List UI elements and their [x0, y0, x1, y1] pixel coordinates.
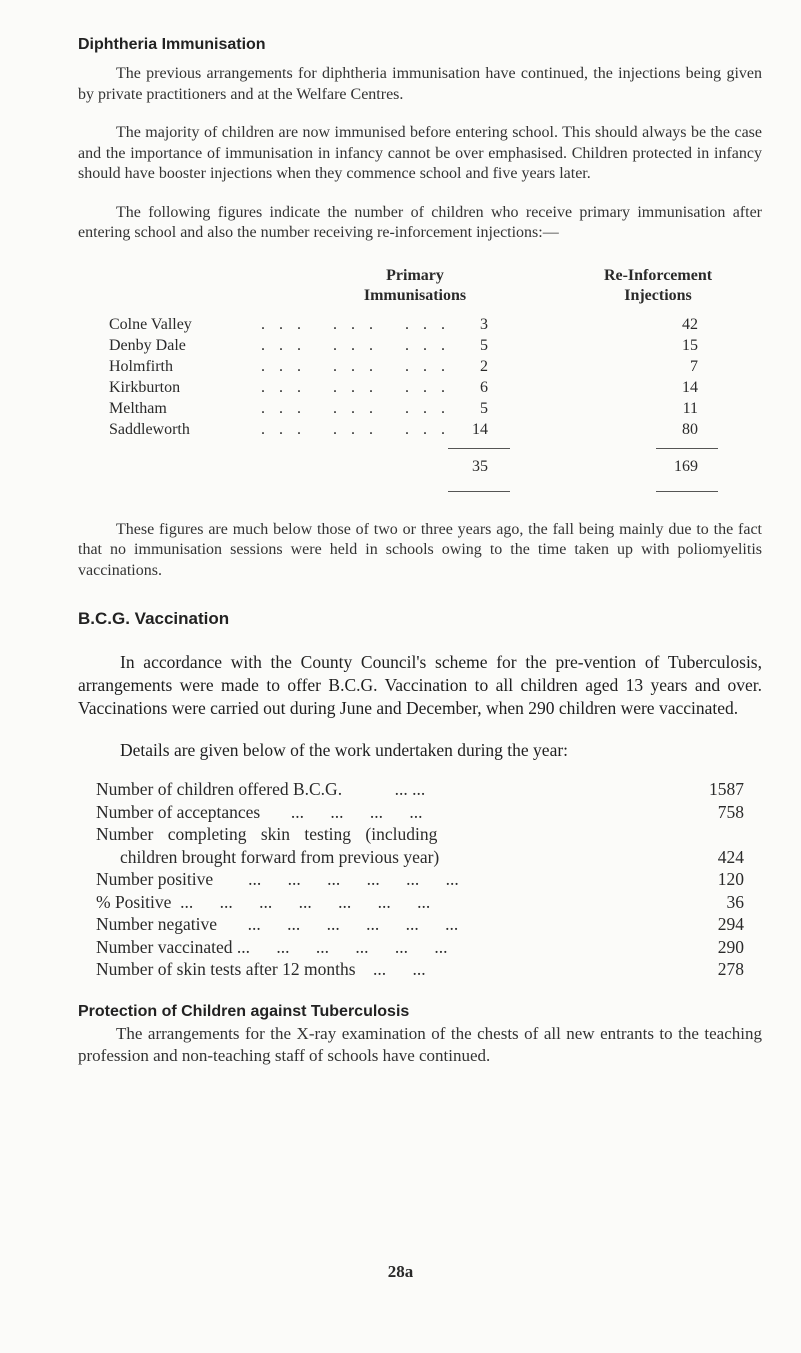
bcg-details-table — [96, 778, 744, 981]
table-row: % Positive ... ... ... ... ... ... ... 36 — [96, 891, 744, 912]
table-row: Colne Valley ... ... ... 3 42 — [109, 315, 698, 333]
immunisation-table — [78, 266, 762, 514]
table-row: Number of skin tests after 12 months ... ... 278 — [96, 959, 744, 979]
reinforcement-column-header: Re-Inforcement Injections — [603, 266, 713, 304]
table-row: Denby Dale ... ... ... 5 15 — [109, 336, 698, 354]
table-row: Holmfirth ... ... ... 2 7 — [109, 357, 698, 375]
diphtheria-paragraph-3: The following figures indicate the number of children who receive primary immunisation after entering school and also the number receiving re-inforcement injections:— — [78, 203, 762, 241]
page-number: 28a — [387, 1262, 414, 1281]
totals-row: 35 169 — [472, 457, 698, 475]
table-row: Saddleworth ... ... ... 14 80 — [109, 420, 698, 438]
total-rule-bottom-reinforcement — [656, 491, 718, 492]
table-row: Meltham ... ... ... 5 11 — [109, 399, 698, 417]
table-row: Number of children offered B.C.G. ... ... 1587 — [96, 779, 744, 799]
bcg-paragraph-1: In accordance with the County Council's scheme for the pre-vention of Tuberculosis, arrangements were made to offer B.C.G. Vaccination to all children aged 13 years and over. Vaccinations were carried out during June and December, when 290 children were vaccinated. — [78, 652, 762, 718]
figures-commentary-paragraph: These figures are much below those of two or three years ago, the fall being mainly due to the fact that no immunisation sessions were held in schools owing to the time taken up with poliomyelitis vaccinations. — [78, 520, 762, 579]
diphtheria-heading: Diphtheria Immunisation — [78, 36, 266, 53]
table-row: Kirkburton ... ... ... 6 14 — [109, 378, 698, 396]
table-row: Number negative ... ... ... ... ... ... 294 — [96, 914, 744, 934]
table-row: Number of acceptances ... ... ... ... 758 — [96, 801, 744, 822]
diphtheria-paragraph-1: The previous arrangements for diphtheria immunisation have continued, the injections being given by private practitioners and at the Welfare Centres. — [78, 65, 762, 103]
bcg-paragraph-2: Details are given below of the work undertaken during the year: — [120, 740, 569, 760]
tuberculosis-protection-heading: Protection of Children against Tuberculosis — [78, 1002, 410, 1020]
total-rule-top-reinforcement — [656, 448, 718, 449]
primary-column-header: Primary Immunisations — [363, 266, 467, 304]
table-row: Number completing skin testing (including — [96, 824, 438, 844]
tuberculosis-protection-paragraph: The arrangements for the X-ray examination of the chests of all new entrants to the teaching profession and non-teaching staff of schools have continued. — [78, 1023, 762, 1065]
table-row: children brought forward from previous year) 424 — [120, 846, 744, 867]
diphtheria-paragraph-2: The majority of children are now immunised before entering school. This should always be the case and the importance of immunisation in infancy cannot be over emphasised. Children protected in infancy should have booster injections when they commence school and five years later. — [78, 124, 762, 182]
table-row: Number positive ... ... ... ... ... ... 120 — [96, 869, 744, 889]
table-row: Number vaccinated ... ... ... ... ... ... 290 — [96, 936, 744, 957]
document-page — [78, 36, 762, 1067]
total-rule-bottom-primary — [448, 491, 510, 492]
bcg-heading: B.C.G. Vaccination — [78, 609, 230, 628]
total-rule-top-primary — [448, 448, 510, 449]
